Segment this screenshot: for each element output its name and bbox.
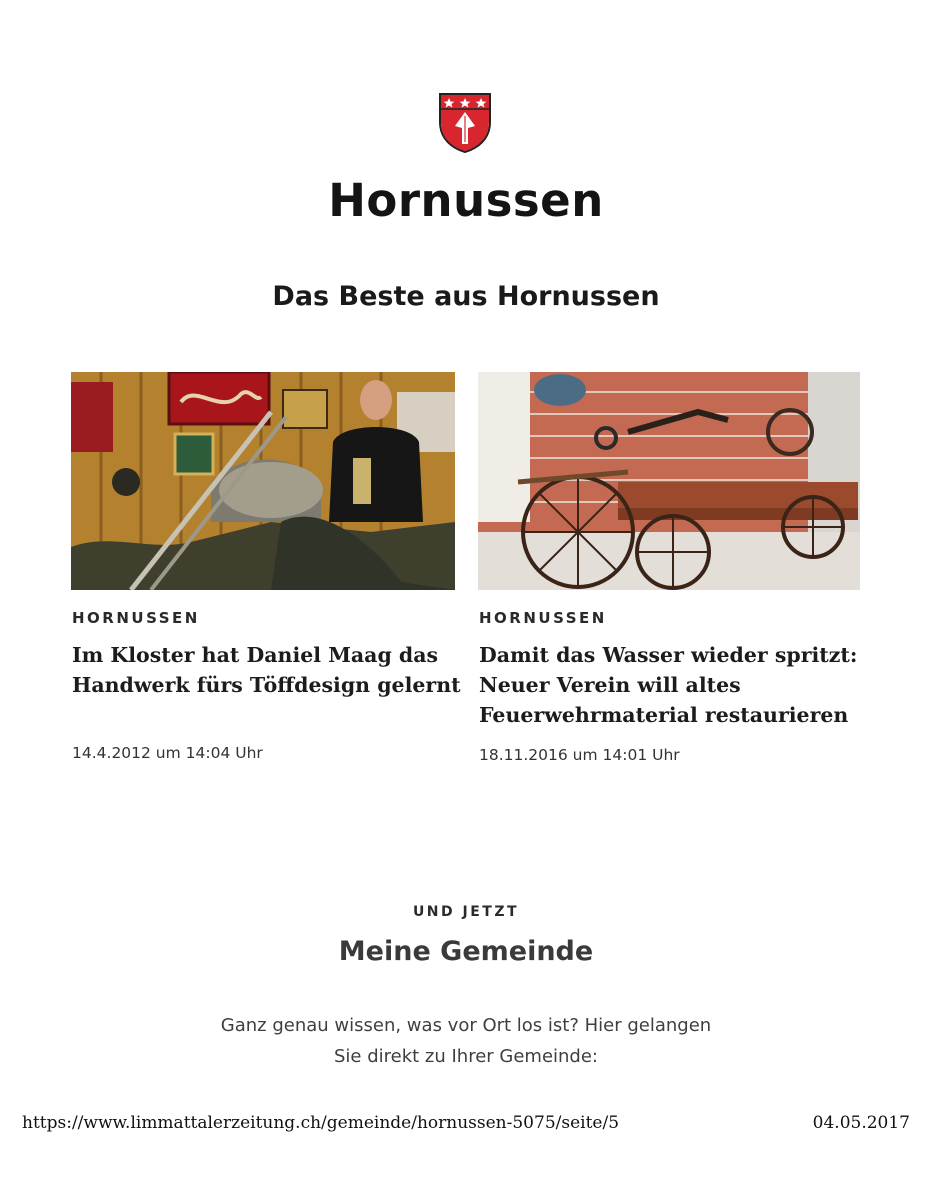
article-date: 18.11.2016 um 14:01 Uhr (479, 746, 680, 764)
community-kicker: UND JETZT (412, 904, 520, 920)
article-kicker[interactable]: HORNUSSEN (479, 609, 607, 627)
section-title: Das Beste aus Hornussen (272, 281, 660, 312)
intro-line: Ganz genau wissen, was vor Ort los ist? Hier gelangen (220, 1015, 712, 1036)
headline-line[interactable]: Neuer Verein will altes (479, 673, 741, 697)
hornussen-coat-of-arms-icon (438, 92, 492, 154)
fire-carriage-photo[interactable] (478, 372, 860, 590)
headline-line[interactable]: Feuerwehrmaterial restaurieren (479, 703, 849, 727)
article-headline[interactable] (479, 640, 857, 730)
community-title: Meine Gemeinde (338, 936, 594, 967)
article-headline[interactable] (72, 640, 461, 700)
article-date: 14.4.2012 um 14:04 Uhr (72, 744, 263, 762)
community-intro (0, 1010, 932, 1072)
headline-line[interactable]: Damit das Wasser wieder spritzt: (479, 643, 858, 667)
article-kicker[interactable]: HORNUSSEN (72, 609, 200, 627)
intro-line: Sie direkt zu Ihrer Gemeinde: (333, 1046, 599, 1067)
page-title: Hornussen (328, 174, 604, 227)
motorcycle-workshop-photo[interactable] (71, 372, 455, 590)
headline-line[interactable]: Handwerk fürs Töffdesign gelernt (72, 673, 461, 697)
footer-date: 04.05.2017 (812, 1113, 910, 1133)
footer-url: https://www.limmattalerzeitung.ch/gemeinde/hornussen-5075/seite/5 (22, 1113, 620, 1133)
headline-line[interactable]: Im Kloster hat Daniel Maag das (72, 643, 439, 667)
